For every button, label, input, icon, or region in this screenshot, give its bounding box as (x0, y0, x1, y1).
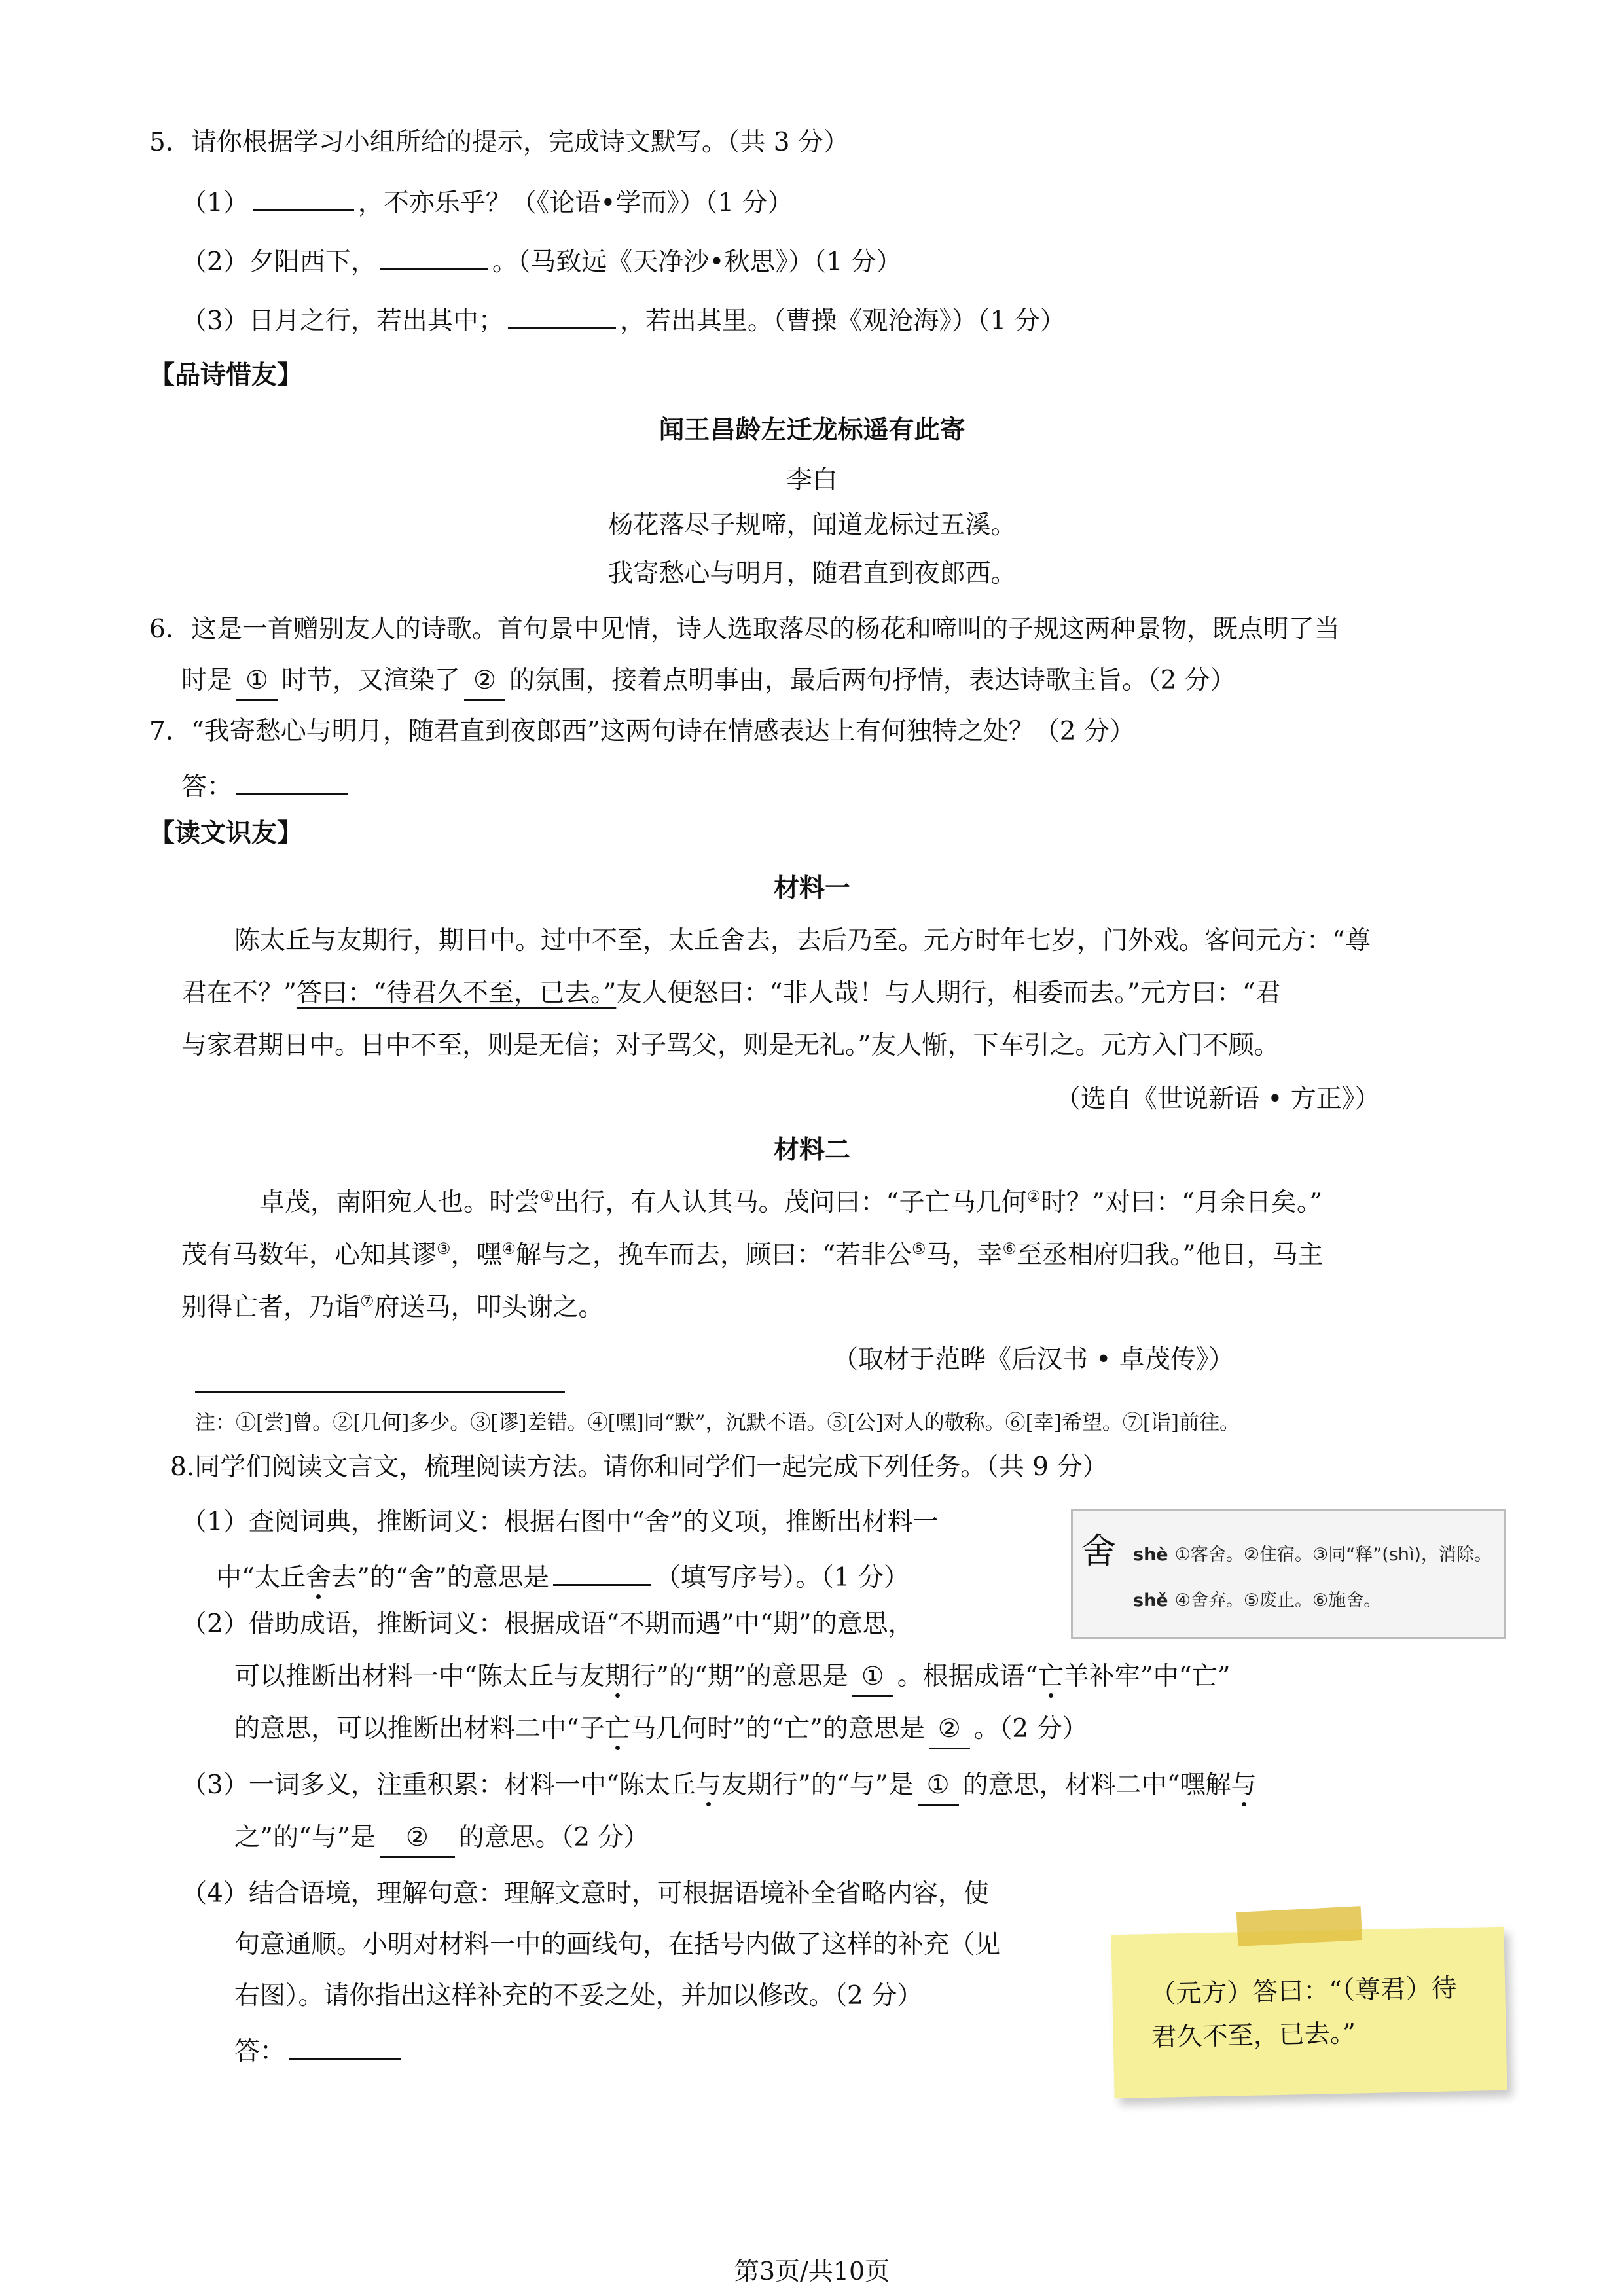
q5-item-3: （3）日月之行，若出其中； ，若出其里。（曹操《观沧海》）（1 分） (181, 298, 1066, 340)
q5-item-1: （1） ，不亦乐乎？（《论语•学而》）（1 分） (181, 181, 793, 222)
q8-part-4-answer: 答： (234, 2029, 405, 2070)
material-1-source: （选自《世说新语 • 方正》） (1055, 1085, 1380, 1114)
page-number: 第3页/共10页 (734, 2257, 890, 2286)
material-2-line-1: 卓茂，南阳宛人也。时尝①出行，有人认其马。茂问曰：“子亡马几何②时？”对曰：“月余日矣。” (259, 1187, 1323, 1217)
answer-blank[interactable] (289, 2029, 401, 2060)
dictionary-line-1: shè ①客舍。②住宿。③同“释”(shì)，消除。 (1133, 1545, 1492, 1565)
answer-blank[interactable] (253, 181, 354, 211)
material-1-line-3: 与家君期日中。日中不至，则是无信；对子骂父，则是无礼。”友人惭，下车引之。元方入门不顾。 (181, 1031, 1280, 1060)
q5-item-2: （2）夕阳西下， 。（马致远《天净沙•秋思》）（1 分） (181, 240, 902, 281)
q8-part-2-line-3: 的意思，可以推断出材料二中“子亡马几何时”的“亡”的意思是 ② 。（2 分） (234, 1711, 1087, 1749)
poem-line-2: 我寄愁心与明月，随君直到夜郎西。 (607, 559, 1017, 588)
dictionary-entry (1071, 1509, 1506, 1639)
sticky-note-text (1150, 1967, 1458, 2060)
q8-part-4-line-1: （4）结合语境，理解句意：理解文意时，可根据语境补全省略内容，使 (181, 1879, 989, 1909)
answer-blank-1[interactable]: ① (852, 1659, 893, 1697)
dictionary-headword: 舍 (1081, 1530, 1116, 1571)
footnote-divider (195, 1391, 565, 1393)
answer-blank[interactable] (508, 298, 616, 329)
material-1-title: 材料一 (773, 874, 850, 903)
q8-part-1-line-2: 中“太丘舍去”的“舍”的意思是 （填写序号）。（1 分） (216, 1555, 909, 1596)
q7-answer: 答： (181, 764, 352, 806)
section-heading-poem: 【品诗惜友】 (149, 361, 303, 390)
section-heading-prose: 【读文识友】 (149, 819, 303, 848)
dictionary-line-2: shě ④舍弃。⑤废止。⑥施舍。 (1133, 1590, 1382, 1611)
sticky-note (1111, 1927, 1507, 2099)
material-1-line-2: 君在不？”答曰：“待君久不至，已去。”友人便怒曰：“非人哉！与人期行，相委而去。”元方曰：“君 (181, 978, 1281, 1008)
q8-part-3-line-2: 之”的“与”是 ② 的意思。（2 分） (234, 1820, 649, 1858)
q8-part-4-line-3: 右图）。请你指出这样补充的不妥之处，并加以修改。（2 分） (234, 1981, 923, 2011)
q6-line-1: 6．这是一首赠别友人的诗歌。首句景中见情，诗人选取落尽的杨花和啼叫的子规这两种景物，既点明了当 (149, 615, 1340, 644)
answer-blank-2[interactable]: ② (380, 1820, 455, 1858)
q6-line-2: 时是 ① 时节，又渲染了 ② 的氛围，接着点明事由，最后两句抒情，表达诗歌主旨。（2 分） (181, 662, 1236, 701)
material-2-line-3: 别得亡者，乃诣⑦府送马，叩头谢之。 (181, 1292, 604, 1322)
material-2-source: （取材于范晔《后汉书 • 卓茂传》） (833, 1345, 1235, 1374)
footnotes: 注：①[尝]曾。②[几何]多少。③[谬]差错。④[嘿]同“默”，沉默不语。⑤[公]对人的敬称。⑥[幸]希望。⑦[诣]前往。 (195, 1411, 1240, 1435)
q7-stem: 7．“我寄愁心与明月，随君直到夜郎西”这两句诗在情感表达上有何独特之处？（2 分） (149, 717, 1135, 746)
q8-part-2-line-1: （2）借助成语，推断词义：根据成语“不期而遇”中“期”的意思， (181, 1609, 914, 1639)
material-2-title: 材料二 (773, 1136, 850, 1165)
sticky-note-line-1: （元方）答曰：“（尊君）待 (1149, 1973, 1458, 2010)
answer-blank-2[interactable]: ② (929, 1711, 970, 1749)
underlined-sentence: 答曰：“待君久不至，已去。” (296, 978, 617, 1008)
q8-part-3-line-1: （3）一词多义，注重积累：材料一中“陈太丘与友期行”的“与”是 ① 的意思，材料二中“嘿解与 (181, 1767, 1257, 1806)
q8-part-1-line-1: （1）查阅词典，推断词义：根据右图中“舍”的义项，推断出材料一 (181, 1507, 939, 1537)
poem-title: 闻王昌龄左迁龙标遥有此寄 (659, 416, 965, 445)
q8-part-4-line-2: 句意通顺。小明对材料一中的画线句，在括号内做了这样的补充（见 (234, 1930, 1001, 1960)
material-2-line-2: 茂有马数年，心知其谬③，嘿④解与之，挽车而去，顾曰：“若非公⑤马，幸⑥至丞相府归我。”他日，马主 (181, 1240, 1324, 1270)
poem-line-1: 杨花落尽子规啼，闻道龙标过五溪。 (607, 511, 1017, 540)
answer-blank-1[interactable]: ① (236, 662, 278, 701)
q8-stem: 8.同学们阅读文言文，梳理阅读方法。请你和同学们一起完成下列任务。（共 9 分） (170, 1452, 1108, 1482)
answer-blank[interactable] (380, 240, 488, 270)
material-1-line-1: 陈太丘与友期行，期日中。过中不至，太丘舍去，去后乃至。元方时年七岁，门外戏。客问元方：“尊 (234, 926, 1371, 956)
answer-blank[interactable] (236, 764, 348, 795)
q8-part-2-line-2: 可以推断出材料一中“陈太丘与友期行”的“期”的意思是 ① 。根据成语“亡羊补牢”中“亡” (234, 1659, 1231, 1697)
answer-blank-1[interactable]: ① (918, 1767, 959, 1806)
tape (1236, 1906, 1362, 1946)
answer-blank[interactable] (553, 1555, 651, 1586)
poem-author: 李白 (786, 465, 838, 495)
sticky-note-line-2: 君久不至，已去。” (1151, 2018, 1356, 2053)
q5-stem: 5．请你根据学习小组所给的提示，完成诗文默写。（共 3 分） (149, 128, 849, 157)
answer-blank-2[interactable]: ② (464, 662, 505, 701)
